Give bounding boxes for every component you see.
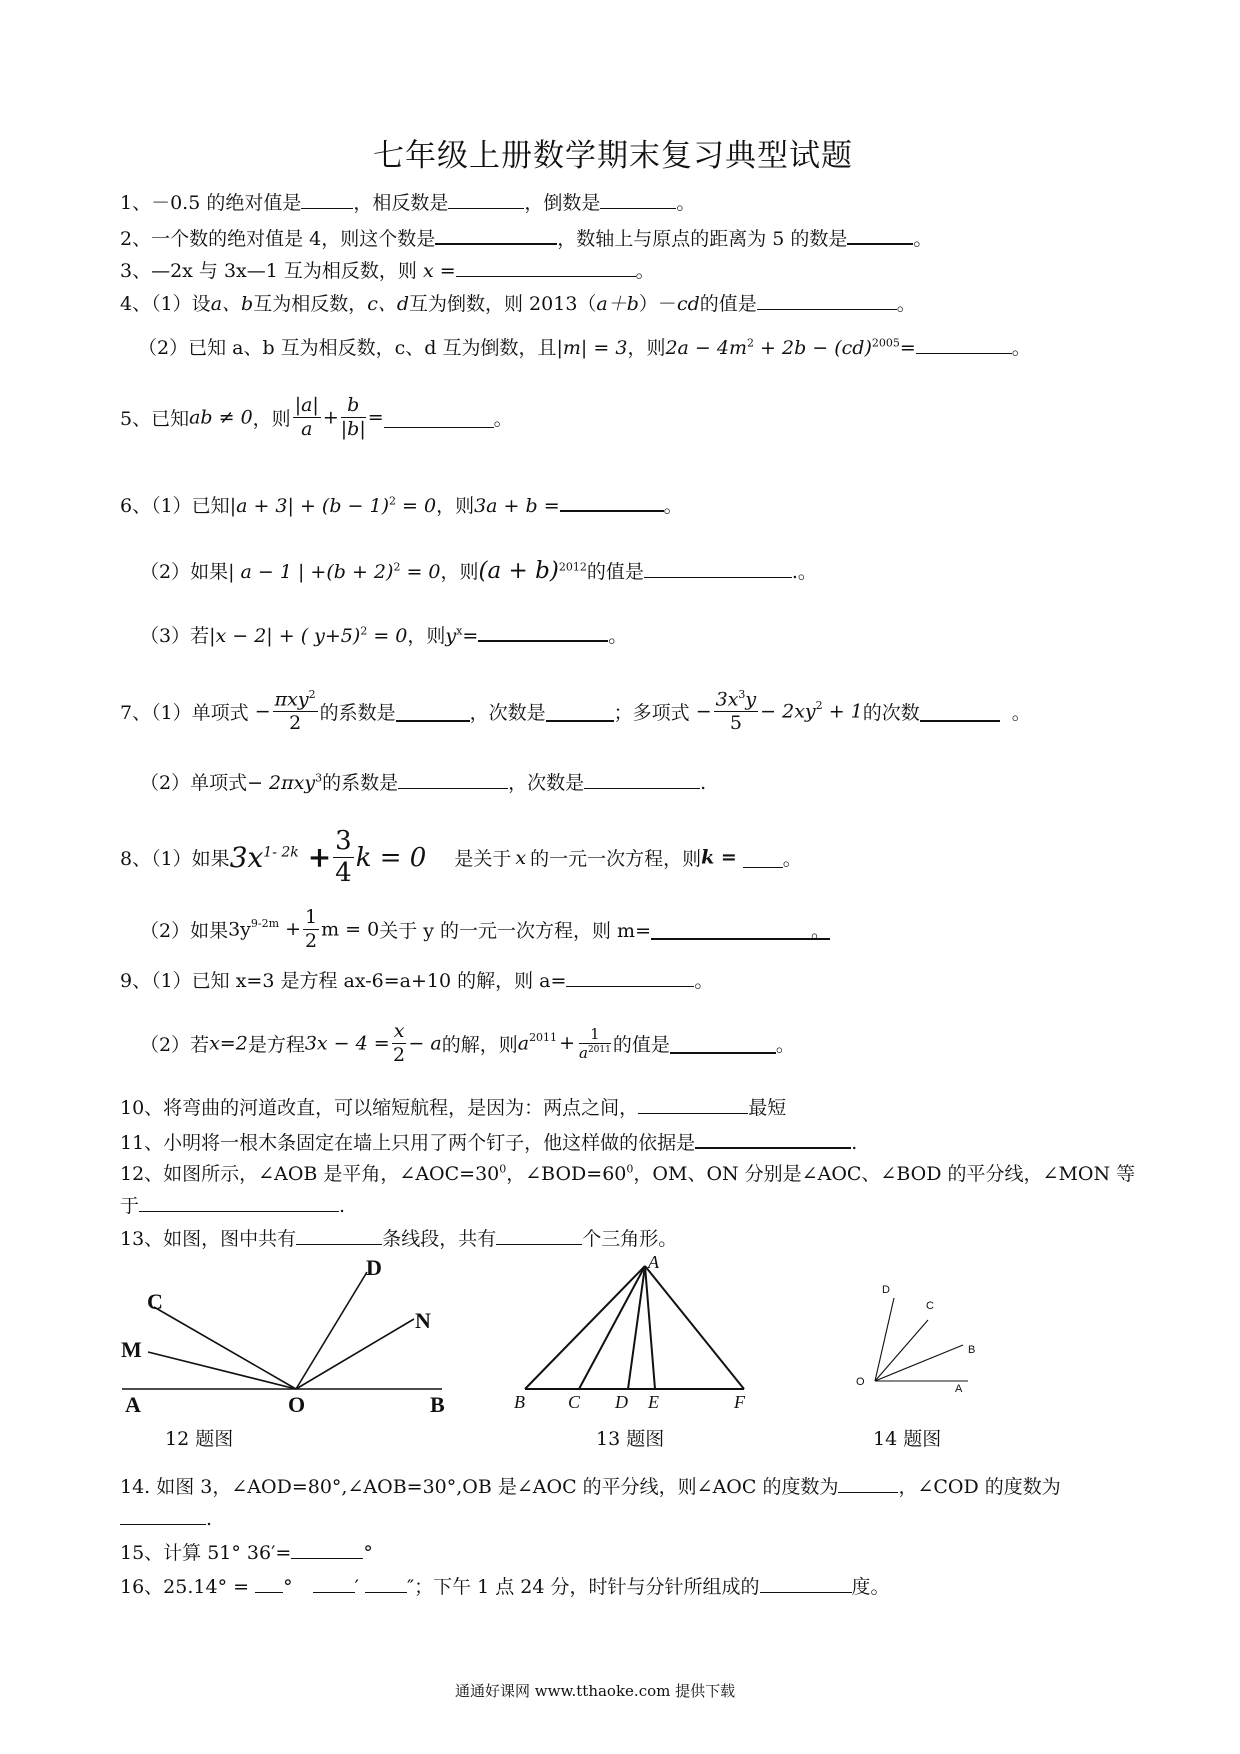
figure-14 <box>875 1298 968 1381</box>
q14-blank-2[interactable] <box>120 1504 206 1525</box>
fig13-label-e: E <box>648 1392 659 1412</box>
q4a-text-3: 互为倒数，则 2013（ <box>409 293 597 315</box>
q4a-text-2: 互为相反数， <box>253 293 368 315</box>
fig14-ray-oc <box>875 1320 928 1381</box>
fig12-ray-on <box>296 1319 414 1389</box>
q12-text-3: ，OM、ON 分别是∠AOC、∠BOD 的平分线，∠MON 等 <box>633 1163 1136 1185</box>
q9b-text-5: 。 <box>775 1033 795 1056</box>
q7a-text-3: ，次数是 <box>469 701 546 724</box>
fig14-caption: 14 题图 <box>873 1428 942 1450</box>
q13-text-2: 条线段，共有 <box>382 1228 497 1250</box>
q11-text-1: 11、小明将一根木条固定在墙上只用了两个钉子，他这样做的依据是 <box>120 1131 696 1154</box>
q7b-text-1: （2）单项式 <box>140 772 248 794</box>
q9a-text-2: 。 <box>694 970 714 992</box>
q1-text-3: ，倒数是 <box>524 192 601 214</box>
q6b-sup-1: 2 <box>393 560 401 574</box>
q6c-text-1: （3）若 <box>140 624 210 647</box>
q5-math-1: ab ≠ 0 <box>189 406 253 429</box>
q16-blank-3[interactable] <box>365 1572 407 1593</box>
q1-text-2: ，相反数是 <box>353 192 449 214</box>
q8a-math-4: k = <box>701 846 737 869</box>
q9b-sup-1: 2011 <box>529 1030 558 1044</box>
q9b-math-1: x=2 <box>209 1032 248 1055</box>
fig13-ac <box>579 1266 645 1389</box>
q6c-text-2: ，则 <box>407 624 446 647</box>
q6b-math-1: | a − 1 | +(b + 2) <box>228 561 394 583</box>
q8a-math-1: 3x <box>229 841 264 875</box>
q12-text-1: 12、如图所示，∠AOB 是平角，∠AOC=30 <box>120 1163 500 1185</box>
fig14-label-o: O <box>856 1376 865 1388</box>
q13-text-1: 13、如图，图中共有 <box>120 1228 297 1250</box>
q5-text-3: 。 <box>493 407 513 430</box>
question-14 <box>120 1472 1061 1499</box>
q6c-math-2: = 0 <box>367 624 408 647</box>
q7a-frac2-den: 5 <box>729 712 742 735</box>
q6b-text-2: ，则 <box>440 561 479 583</box>
q7a-frac2-num-y: y <box>745 688 757 711</box>
q6c-sup-1: 2 <box>360 624 368 638</box>
fig12-label-c: C <box>147 1289 163 1314</box>
q8a-text-1: 8、（1）如果 <box>120 848 230 871</box>
q7b-sup: 3 <box>315 771 323 785</box>
q4b-math-3: + 2b − (cd) <box>753 337 872 359</box>
q16-text-4: ″；下午 1 点 24 分，时针与分针所组成的 <box>407 1576 760 1598</box>
q9b-math-3: − a <box>408 1032 442 1055</box>
q10-text-1: 10、将弯曲的河道改直，可以缩短航程，是因为：两点之间， <box>120 1097 639 1119</box>
q4a-text-5: 的值是 <box>699 293 757 315</box>
q8a-text-3: 的一元一次方程，则 <box>530 848 702 871</box>
q9b-frac2-den: a <box>578 1043 588 1062</box>
q11-text-2: . <box>851 1131 858 1154</box>
fig12-label-o: O <box>288 1392 306 1417</box>
q4b-math-1: |m| = 3 <box>556 337 628 359</box>
q4a-math-3: a＋b <box>596 293 639 315</box>
q12-text-5: . <box>339 1195 346 1217</box>
q6b-text-1: （2）如果 <box>140 561 229 583</box>
q4b-math-2: 2a − 4m <box>665 337 747 359</box>
fig12-label-d: D <box>366 1255 382 1280</box>
q6a-text-2: ，则 <box>436 494 475 517</box>
q7a-math-2: + 1 <box>822 700 863 723</box>
q7a-text-6: 。 <box>1011 701 1031 724</box>
q7a-math-1: − 2xy <box>760 700 816 723</box>
q7b-text-4: . <box>700 772 707 794</box>
q8a-math-3: x <box>515 846 527 869</box>
q13-text-3: 个三角形。 <box>582 1228 678 1250</box>
q7a-text-4: ；多项式 <box>613 701 690 724</box>
question-15 <box>120 1538 373 1565</box>
q10-text-2: 最短 <box>748 1097 787 1119</box>
q7a-frac1-sup: 2 <box>308 688 316 701</box>
fig13-ae <box>645 1266 655 1389</box>
fig13-ad <box>628 1266 645 1389</box>
q8a-math-2: k = 0 <box>355 842 427 873</box>
fig12-ray-od <box>296 1272 367 1389</box>
q9b-text-2: 是方程 <box>247 1033 305 1056</box>
fig14-label-c: C <box>926 1300 934 1312</box>
q6b-text-4: .。 <box>791 561 817 583</box>
fig14-label-b: B <box>968 1344 976 1356</box>
q4b-sup-1: 2 <box>746 336 754 350</box>
q5-frac1-num: |a| <box>294 394 319 416</box>
q6a-math-3: 3a + b = <box>474 494 560 517</box>
q4b-text-2: ，则 <box>627 337 666 359</box>
q12-sup-1: 0 <box>499 1162 507 1176</box>
q14-text-2: ，∠COD 的度数为 <box>898 1476 1061 1498</box>
fig12-label-a: A <box>125 1392 141 1417</box>
fig12-label-n: N <box>415 1308 431 1333</box>
question-14-cont <box>120 1504 212 1530</box>
q5-plus: + <box>322 406 339 429</box>
q7a-frac1-den: 2 <box>289 712 302 735</box>
q8b-frac-num: 1 <box>305 906 318 928</box>
q8b-plus: + <box>285 918 301 941</box>
q6a-text-3: 。 <box>663 494 683 517</box>
q9b-frac1-num: x <box>393 1020 405 1042</box>
q16-text-3: ′ <box>354 1576 359 1598</box>
q2-text-2: ，数轴上与原点的距离为 5 的数是 <box>557 227 848 250</box>
question-16 <box>120 1572 890 1599</box>
q14-text-1: 14. 如图 3，∠AOD=80°,∠AOB=30°,OB 是∠AOC 的平分线，则∠AOC 的度数为 <box>120 1476 839 1498</box>
q7a-frac1-num: πxy <box>274 688 309 711</box>
q9b-plus: + <box>559 1032 575 1055</box>
q3-text-3: 。 <box>635 260 655 282</box>
q8b-math-1: 3y <box>228 918 251 941</box>
q15-text-1: 15、计算 51° 36′= <box>120 1542 292 1564</box>
q12-sup-2: 0 <box>626 1162 634 1176</box>
q6a-math-2: = 0 <box>395 494 437 517</box>
q7a-minus-2: − <box>695 700 712 723</box>
q9a-text-1: 9、（1）已知 x=3 是方程 ax-6=a+10 的解，则 a= <box>120 970 567 992</box>
fig14-ray-ob <box>875 1345 963 1381</box>
fig13-label-c: C <box>568 1392 581 1412</box>
q5-frac2-num: b <box>341 394 366 418</box>
page-title: 七年级上册数学期末复习典型试题 <box>373 138 853 174</box>
fig14-label-d: D <box>882 1284 890 1296</box>
figure-12 <box>122 1272 442 1389</box>
q7b-text-3: ，次数是 <box>508 772 585 794</box>
q5-eq: = <box>367 406 384 429</box>
fig13-label-d: D <box>615 1392 628 1412</box>
q16-blank-4[interactable] <box>760 1572 852 1593</box>
q3-math: x = <box>422 260 456 282</box>
q7b-math: − 2πxy <box>247 772 316 794</box>
q8b-frac-den: 2 <box>305 929 318 952</box>
q16-blank-2[interactable] <box>313 1572 355 1593</box>
fig13-label-b: B <box>514 1392 525 1412</box>
q6c-text-3: 。 <box>608 624 628 647</box>
q6b-math-3: (a + b) <box>478 558 559 584</box>
q7a-text-2: 的系数是 <box>319 701 396 724</box>
fig14-label-a: A <box>955 1383 963 1395</box>
q12-text-4: 于 <box>120 1195 140 1217</box>
q5-text-1: 5、已知 <box>120 407 190 430</box>
q14-blank-1[interactable] <box>838 1472 898 1493</box>
q6b-text-3: 的值是 <box>586 561 644 583</box>
q2-text-3: 。 <box>913 227 933 250</box>
q6b-math-2: = 0 <box>400 561 441 583</box>
fig12-ray-om <box>148 1352 296 1389</box>
fig14-ray-od <box>875 1298 894 1381</box>
q8a-frac-den: 4 <box>335 858 352 889</box>
fig13-ab <box>525 1266 645 1389</box>
q4a-math-2: c、d <box>367 293 410 315</box>
q9b-text-3: 的解，则 <box>441 1033 518 1056</box>
q4b-sup-2: 2005 <box>871 336 900 350</box>
q6c-math-3: y <box>445 624 457 647</box>
q9b-frac1-den: 2 <box>393 1043 406 1066</box>
q3-text-1: 3、—2x 与 3x—1 互为相反数，则 <box>120 260 417 282</box>
q8a-text-4: 。 <box>782 848 802 871</box>
q9b-text-4: 的值是 <box>612 1033 670 1056</box>
q4a-math-4: cd <box>676 293 700 315</box>
fig12-label-b: B <box>430 1392 445 1417</box>
q5-text-2: ，则 <box>252 407 291 430</box>
q9b-sup-2: 2011 <box>587 1044 611 1055</box>
q6c-sup-2: x <box>456 624 463 638</box>
fig12-caption: 12 题图 <box>165 1428 234 1450</box>
q8a-text-2: 是关于 <box>454 848 512 871</box>
q7a-frac2-num: 3x <box>715 688 739 711</box>
q7b-text-2: 的系数是 <box>322 772 399 794</box>
q6b-sup-2: 2012 <box>558 560 587 574</box>
fig12-ray-oc <box>154 1307 296 1389</box>
fig13-label-a: A <box>648 1252 659 1272</box>
figure-13 <box>525 1266 744 1389</box>
q14-text-3: . <box>206 1507 213 1530</box>
q5-frac2-den: |b| <box>340 417 366 440</box>
q4a-math-1: a、b <box>210 293 254 315</box>
q8a-frac-num: 3 <box>333 826 354 858</box>
q4b-text-1: （2）已知 a、b 互为相反数，c、d 互为倒数，且 <box>138 337 557 359</box>
q5-frac1-den: a <box>301 417 313 440</box>
q4b-text-3: 。 <box>1011 337 1031 359</box>
footer-source: 通通好课网 www.tthaoke.com 提供下载 <box>455 1682 736 1700</box>
q16-text-5: 度。 <box>851 1576 890 1598</box>
q9b-math-2: 3x − 4 = <box>304 1032 390 1055</box>
q4a-text-1: 4、（1）设 <box>120 293 211 315</box>
q12-text-2: ，∠BOD=60 <box>506 1163 627 1185</box>
q16-blank-1[interactable] <box>255 1572 283 1593</box>
q6c-math-1: |x − 2| + ( y+5) <box>209 624 361 647</box>
q7a-text-1: 7、（1）单项式 <box>120 701 249 724</box>
q1-text-4: 。 <box>676 192 696 214</box>
q9b-text-1: （2）若 <box>140 1033 210 1056</box>
q8a-sup: 1- 2k <box>263 844 299 861</box>
q4b-eq: = <box>899 337 916 359</box>
q9b-frac2-num: 1 <box>579 1025 611 1044</box>
q15-blank[interactable] <box>291 1538 363 1559</box>
fig13-af <box>645 1266 744 1389</box>
q8b-sup: 9-2m <box>250 916 280 930</box>
fig13-label-f: F <box>734 1392 745 1412</box>
q6a-text-1: 6、（1）已知 <box>120 494 230 517</box>
q7a-frac2-sup: 3 <box>738 688 746 701</box>
q8b-math-2: m = 0 <box>321 918 380 941</box>
q8b-text-1: （2）如果 <box>140 919 229 942</box>
q15-text-2: ° <box>363 1542 373 1564</box>
fig13-caption: 13 题图 <box>596 1428 665 1450</box>
q8b-text-2: 关于 y 的一元一次方程，则 m= <box>379 919 651 942</box>
q9b-math-4: a <box>517 1032 530 1055</box>
q7a-text-5: 的次数 <box>862 701 920 724</box>
q6c-eq: = <box>462 624 479 647</box>
q6a-math-1: |a + 3| + (b − 1) <box>229 494 389 517</box>
q6a-sup: 2 <box>388 494 396 508</box>
q8b-text-3: 。 <box>811 919 831 942</box>
q7a-minus-1: − <box>254 700 271 723</box>
q2-text-1: 2、一个数的绝对值是 4，则这个数是 <box>120 227 436 250</box>
q4a-text-6: 。 <box>896 293 916 315</box>
q1-text-1: 1、－0.5 的绝对值是 <box>120 192 302 214</box>
q7a-sup: 2 <box>815 699 823 713</box>
q4a-text-4: ）－ <box>638 293 677 315</box>
fig12-label-m: M <box>121 1337 142 1362</box>
q8a-plus: + <box>307 841 332 875</box>
q16-text-1: 16、25.14° = <box>120 1576 250 1598</box>
q16-text-2: ° <box>283 1576 293 1598</box>
